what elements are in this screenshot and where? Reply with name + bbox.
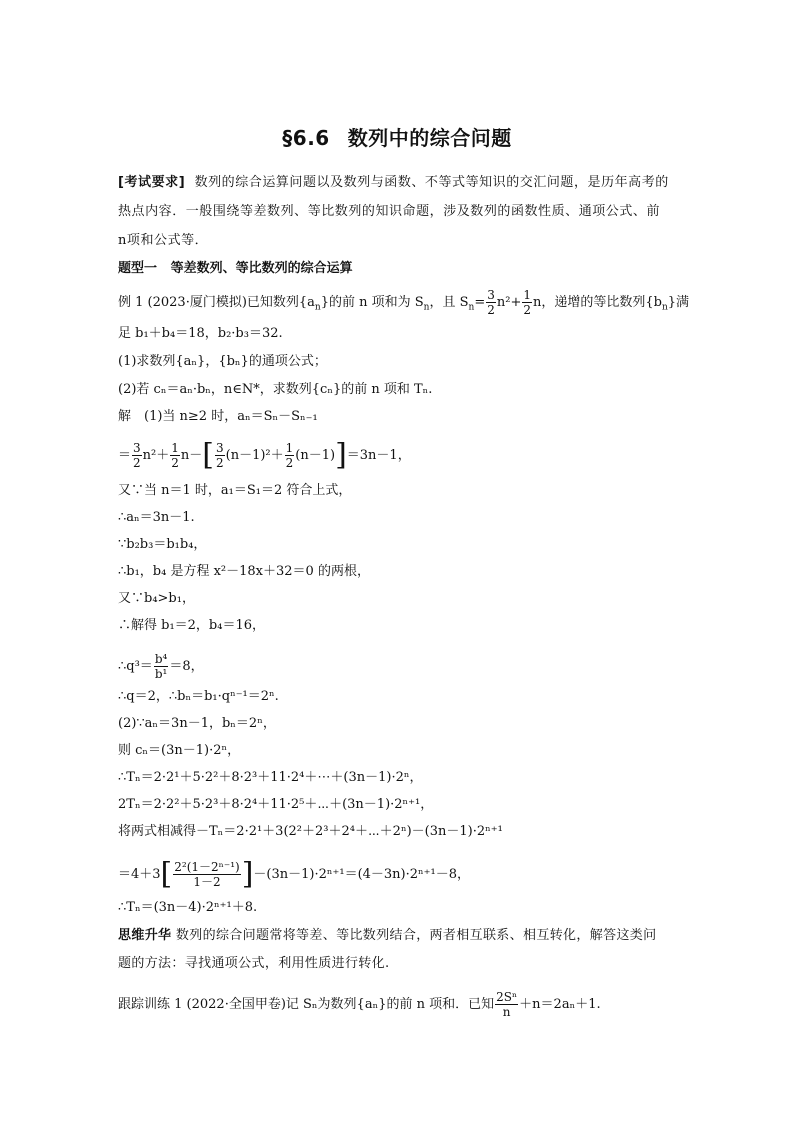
requirement-line-3: n项和公式等． — [118, 233, 209, 248]
fraction-3-2: $\frac{3}{2}$ — [487, 288, 495, 317]
section-number: §6.6 — [282, 126, 330, 150]
solution-line-12: 则 cₙ＝(3n－1)·2ⁿ， — [118, 743, 241, 758]
solution-line-9: ∴q³＝ $\frac{\text{b⁴}}{\text{b¹}}$ ＝8， — [118, 652, 204, 681]
requirement-label: [考试要求] — [118, 175, 186, 190]
example-part-1: (1)求数列{aₙ}，{bₙ}的通项公式； — [118, 354, 327, 369]
solution-line-16: ＝4＋3[ $\frac{\text{2²(1－2ⁿ⁻¹)}}{1-2}$ ]－(3n－1)·2ⁿ⁺¹＝(4－3n)·2ⁿ⁺¹－8， — [118, 856, 470, 892]
reflection-line-2: 题的方法：寻找通项公式，利用性质进行转化. — [118, 956, 390, 971]
practice-line: 跟踪训练 1 (2022·全国甲卷)记 Sₙ为数列{aₙ}的前 n 项和．已知 $\frac{\text{2Sⁿ}}{n}$ ＋n＝2aₙ＋1. — [118, 990, 601, 1019]
example-part-2: (2)若 cₙ＝aₙ·bₙ，n∈N*，求数列{cₙ}的前 n 项和 Tₙ. — [118, 382, 433, 397]
section-heading — [0, 122, 794, 151]
solution-line-6: ∴b₁，b₄ 是方程 x²－18x＋32＝0 的两根， — [118, 564, 370, 579]
section-title: 数列中的综合问题 — [347, 126, 512, 150]
example-line-1: 例 1 (2023·厦门模拟)已知数列$\{a_n\}$的前 n 项和为 $S_n$，且 $S_n=$ $\frac{3}{2}$ n²+ $\frac{1}{2}$ n，递增的等比数列$\{b_n\}$满 — [118, 288, 690, 317]
reflection-line-1: 思维升华 数列的综合问题常将等差、等比数列结合，两者相互联系、相互转化，解答这类问 — [118, 928, 657, 943]
requirement-line-1: [考试要求] 数列的综合运算问题以及数列与函数、不等式等知识的交汇问题，是历年高考的 — [118, 175, 669, 190]
reflection-label: 思维升华 — [118, 928, 172, 943]
solution-line-7: 又∵b₄>b₁， — [118, 591, 195, 606]
solution-line-3: 又∵当 n＝1 时，a₁＝S₁＝2 符合上式， — [118, 483, 352, 498]
solution-line-5: ∵b₂b₃＝b₁b₄， — [118, 537, 207, 552]
solution-line-17: ∴Tₙ＝(3n－4)·2ⁿ⁺¹＋8. — [118, 900, 258, 915]
example-line-2: 足 b₁＋b₄＝18，b₂·b₃＝32. — [118, 326, 283, 341]
solution-line-13: ∴Tₙ＝2·2¹＋5·2²＋8·2³＋11·2⁴＋⋯＋(3n－1)·2ⁿ， — [118, 770, 423, 785]
requirement-line-2: 热点内容．一般围绕等差数列、等比数列的知识命题，涉及数列的函数性质、通项公式、前 — [118, 204, 661, 219]
question-type-heading: 题型一 等差数列、等比数列的综合运算 — [118, 261, 353, 276]
solution-line-15: 将两式相减得－Tₙ＝2·2¹＋3(2²＋2³＋2⁴＋⋯＋2ⁿ)－(3n－1)·2ⁿ⁺¹ — [118, 824, 503, 839]
fraction-1-2: $\frac{1}{2}$ — [523, 288, 531, 317]
solution-line-10: ∴q＝2，∴bₙ＝b₁·qⁿ⁻¹＝2ⁿ. — [118, 689, 279, 704]
solution-line-8: ∴解得 b₁＝2，b₄＝16， — [118, 618, 266, 633]
solution-line-11: (2)∵aₙ＝3n－1，bₙ＝2ⁿ， — [118, 716, 276, 731]
solution-line-1: 解 (1)当 n≥2 时，aₙ＝Sₙ－Sₙ₋₁ — [118, 409, 318, 424]
solution-line-14: 2Tₙ＝2·2²＋5·2³＋8·2⁴＋11·2⁵＋⋯＋(3n－1)·2ⁿ⁺¹， — [118, 797, 434, 812]
solution-line-2: ＝ $\frac{3}{2}$ n²＋ $\frac{1}{2}$ n－[ $\frac{3}{2}$ (n－1)²＋ $\frac{1}{2}$ (n－1)]＝3n－1， — [118, 437, 411, 473]
solution-line-4: ∴aₙ＝3n－1. — [118, 510, 195, 525]
